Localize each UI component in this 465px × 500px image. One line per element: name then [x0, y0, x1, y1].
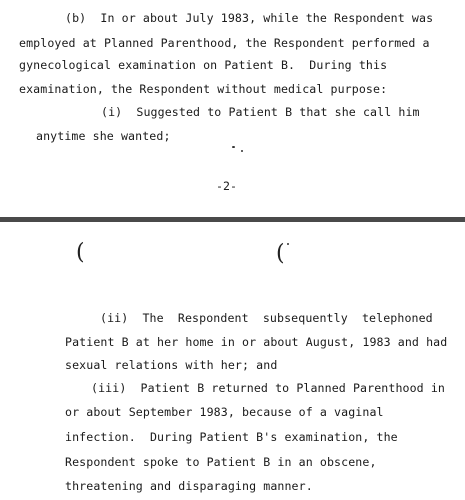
item-i-line-2: anytime she wanted; — [36, 129, 171, 143]
item-ii-line-2: Patient B at her home in or about August, 1983 and had — [65, 335, 448, 349]
page-divider — [0, 217, 465, 222]
item-iii-line-2: or about September 1983, because of a vaginal — [65, 405, 384, 419]
item-ii-line-1: (ii) The Respondent subsequently telephoned — [100, 311, 433, 325]
scan-speck — [241, 150, 243, 152]
paragraph-b-line-2: employed at Planned Parenthood, the Respondent performed a — [19, 36, 430, 50]
item-ii-line-3: sexual relations with her; and — [65, 358, 278, 372]
paragraph-b-line-1: (b) In or about July 1983, while the Respondent was — [65, 11, 434, 25]
scan-speck — [232, 146, 235, 148]
paragraph-b-line-3: gynecological examination on Patient B. During this — [19, 58, 388, 72]
binding-mark-left: ( — [76, 240, 85, 265]
item-i-line-1: (i) Suggested to Patient B that she call him — [101, 105, 420, 119]
paragraph-b-line-4: examination, the Respondent without medical purpose: — [19, 82, 388, 96]
page-number: -2- — [216, 179, 237, 193]
item-iii-line-4: Respondent spoke to Patient B in an obscene, — [65, 455, 377, 469]
item-iii-line-5: threatening and disparaging manner. — [65, 479, 313, 493]
scan-speck — [287, 243, 289, 245]
item-iii-line-1: (iii) Patient B returned to Planned Parenthood in — [91, 381, 446, 395]
item-iii-line-3: infection. During Patient B's examination, the — [65, 430, 398, 444]
binding-mark-right: ( — [276, 241, 285, 266]
